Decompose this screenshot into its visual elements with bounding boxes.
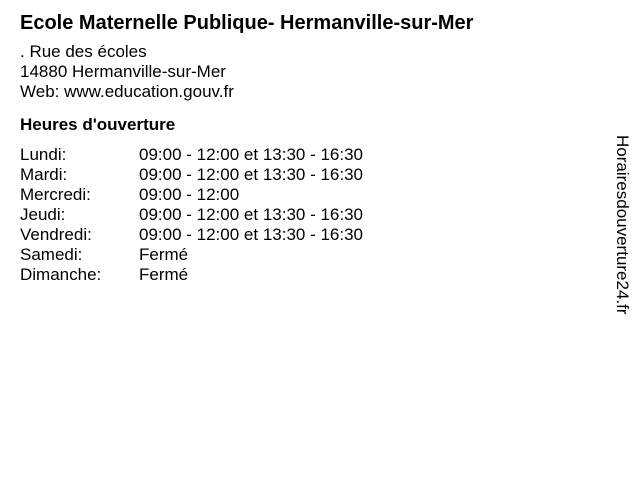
day-label: Jeudi: [20, 205, 66, 224]
time-value: Fermé [139, 265, 189, 284]
day-label: Samedi: [20, 245, 83, 264]
opening-hours-table [20, 145, 600, 285]
time-value: 09:00 - 12:00 et 13:30 - 16:30 [139, 205, 364, 224]
time-value: Fermé [139, 245, 189, 264]
hours-row-jeudi [20, 205, 600, 225]
day-label: Dimanche: [20, 265, 102, 284]
hours-row-mardi [20, 165, 600, 185]
time-value: 09:00 - 12:00 et 13:30 - 16:30 [139, 225, 364, 244]
hours-row-samedi [20, 245, 600, 265]
day-label: Lundi: [20, 145, 67, 164]
school-name: Ecole Maternelle Publique- Hermanville-sur-Mer [20, 12, 474, 34]
day-label: Mardi: [20, 165, 68, 184]
address-street: . Rue des écoles [20, 42, 147, 61]
site-watermark: Horairesdouverture24.fr [613, 135, 632, 315]
hours-row-lundi [20, 145, 600, 165]
website-text: Web: www.education.gouv.fr [20, 82, 234, 101]
opening-hours-heading: Heures d'ouverture [20, 115, 176, 134]
hours-row-dimanche [20, 265, 600, 285]
school-info-card [20, 10, 600, 285]
day-label: Vendredi: [20, 225, 92, 244]
day-label: Mercredi: [20, 185, 91, 204]
time-value: 09:00 - 12:00 [139, 185, 240, 204]
hours-row-vendredi [20, 225, 600, 245]
time-value: 09:00 - 12:00 et 13:30 - 16:30 [139, 165, 364, 184]
address-city: 14880 Hermanville-sur-Mer [20, 62, 226, 81]
hours-row-mercredi [20, 185, 600, 205]
time-value: 09:00 - 12:00 et 13:30 - 16:30 [139, 145, 364, 164]
address-block [20, 42, 600, 102]
